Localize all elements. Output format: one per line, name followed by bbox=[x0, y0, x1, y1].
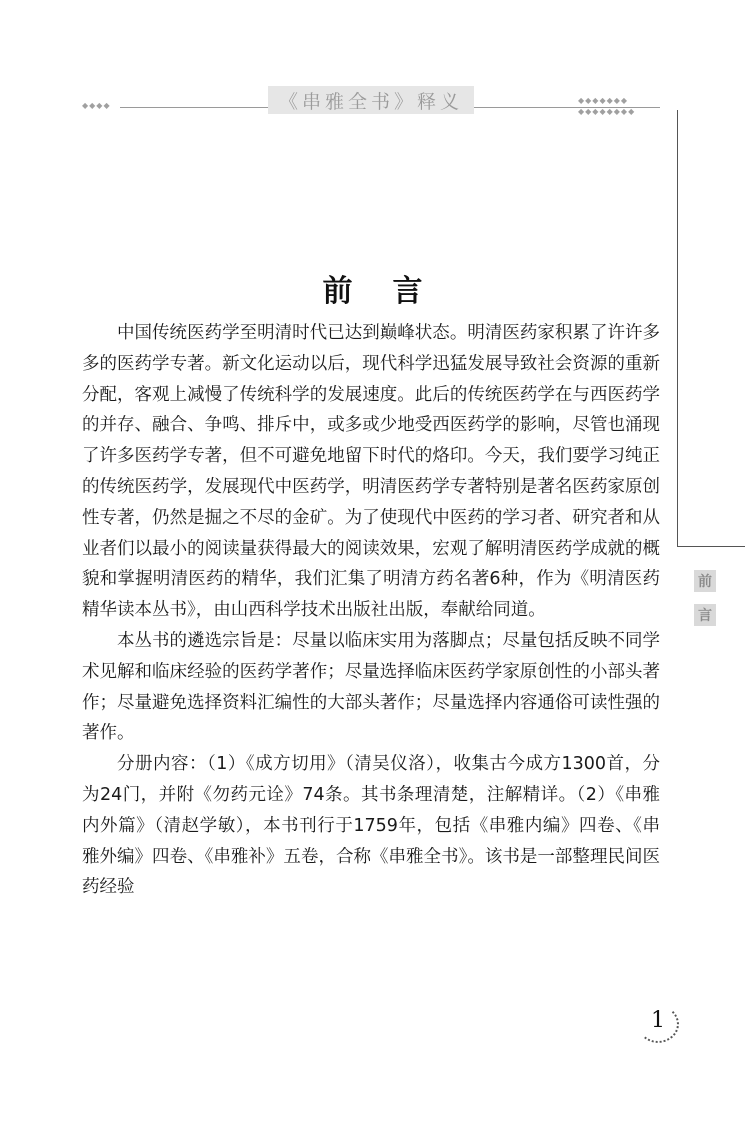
header-ornament-right-bottom: ◆◆◆◆◆◆◆◆ bbox=[578, 107, 636, 116]
paragraph-2: 本丛书的遴选宗旨是：尽量以临床实用为落脚点；尽量包括反映不同学术见解和临床经验的医药学著作；尽量选择临床医药学家原创性的小部头著作；尽量避免选择资料汇编性的大部头著作；尽量选择内容通俗可读性强的著作。 bbox=[82, 630, 660, 744]
paragraph-3: 分册内容：（1）《成方切用》（清吴仪洛），收集古今成方1300首，分为24门，并附《勿药元诠》74条。其书条理清楚，注解精详。（2）《串雅内外篇》（清赵学敏），本书刊行于1759年，包括《串雅内编》四卷、《串雅外编》四卷、《串雅补》五卷，合称《串雅全书》。该书是一部整理民间医药经验 bbox=[82, 754, 660, 898]
page-title: 前言 bbox=[322, 274, 463, 310]
side-tab-char-2: 言 bbox=[694, 604, 716, 626]
running-header bbox=[0, 0, 745, 130]
header-ornament-left: ◆◆◆◆ bbox=[82, 101, 111, 110]
header-title: 《串雅全书》释义 bbox=[278, 90, 463, 113]
header-ornament-right-top: ◆◆◆◆◆◆◆ bbox=[578, 96, 629, 105]
header-title-box bbox=[268, 86, 474, 114]
side-rule-vertical bbox=[677, 110, 678, 547]
body-text bbox=[82, 318, 660, 903]
side-rule-horizontal bbox=[677, 546, 745, 547]
section-side-tab bbox=[684, 570, 726, 626]
page-number: 1 bbox=[651, 1008, 665, 1033]
paragraph-1: 中国传统医药学至明清时代已达到巅峰状态。明清医药家积累了许许多多的医药学专著。新文化运动以后，现代科学迅猛发展导致社会资源的重新分配，客观上减慢了传统科学的发展速度。此后的传统医药学在与西医药学的并存、融合、争鸣、排斥中，或多或少地受西医药学的影响，尽管也涌现了许多医药学专著，但不可避免地留下时代的烙印。今天，我们要学习纯正的传统医药学，发展现代中医药学，明清医药学专著特别是著名医药家原创性专著，仍然是掘之不尽的金矿。为了使现代中医药的学习者、研究者和从业者们以最小的阅读量获得最大的阅读效果，宏观了解明清医药学成就的概貌和掌握明清医药的精华，我们汇集了明清方药名著6种，作为《明清医药精华读本丛书》，由山西科学技术出版社出版，奉献给同道。 bbox=[82, 323, 660, 621]
side-tab-char-1: 前 bbox=[694, 570, 716, 592]
page-number-badge bbox=[637, 1005, 679, 1043]
